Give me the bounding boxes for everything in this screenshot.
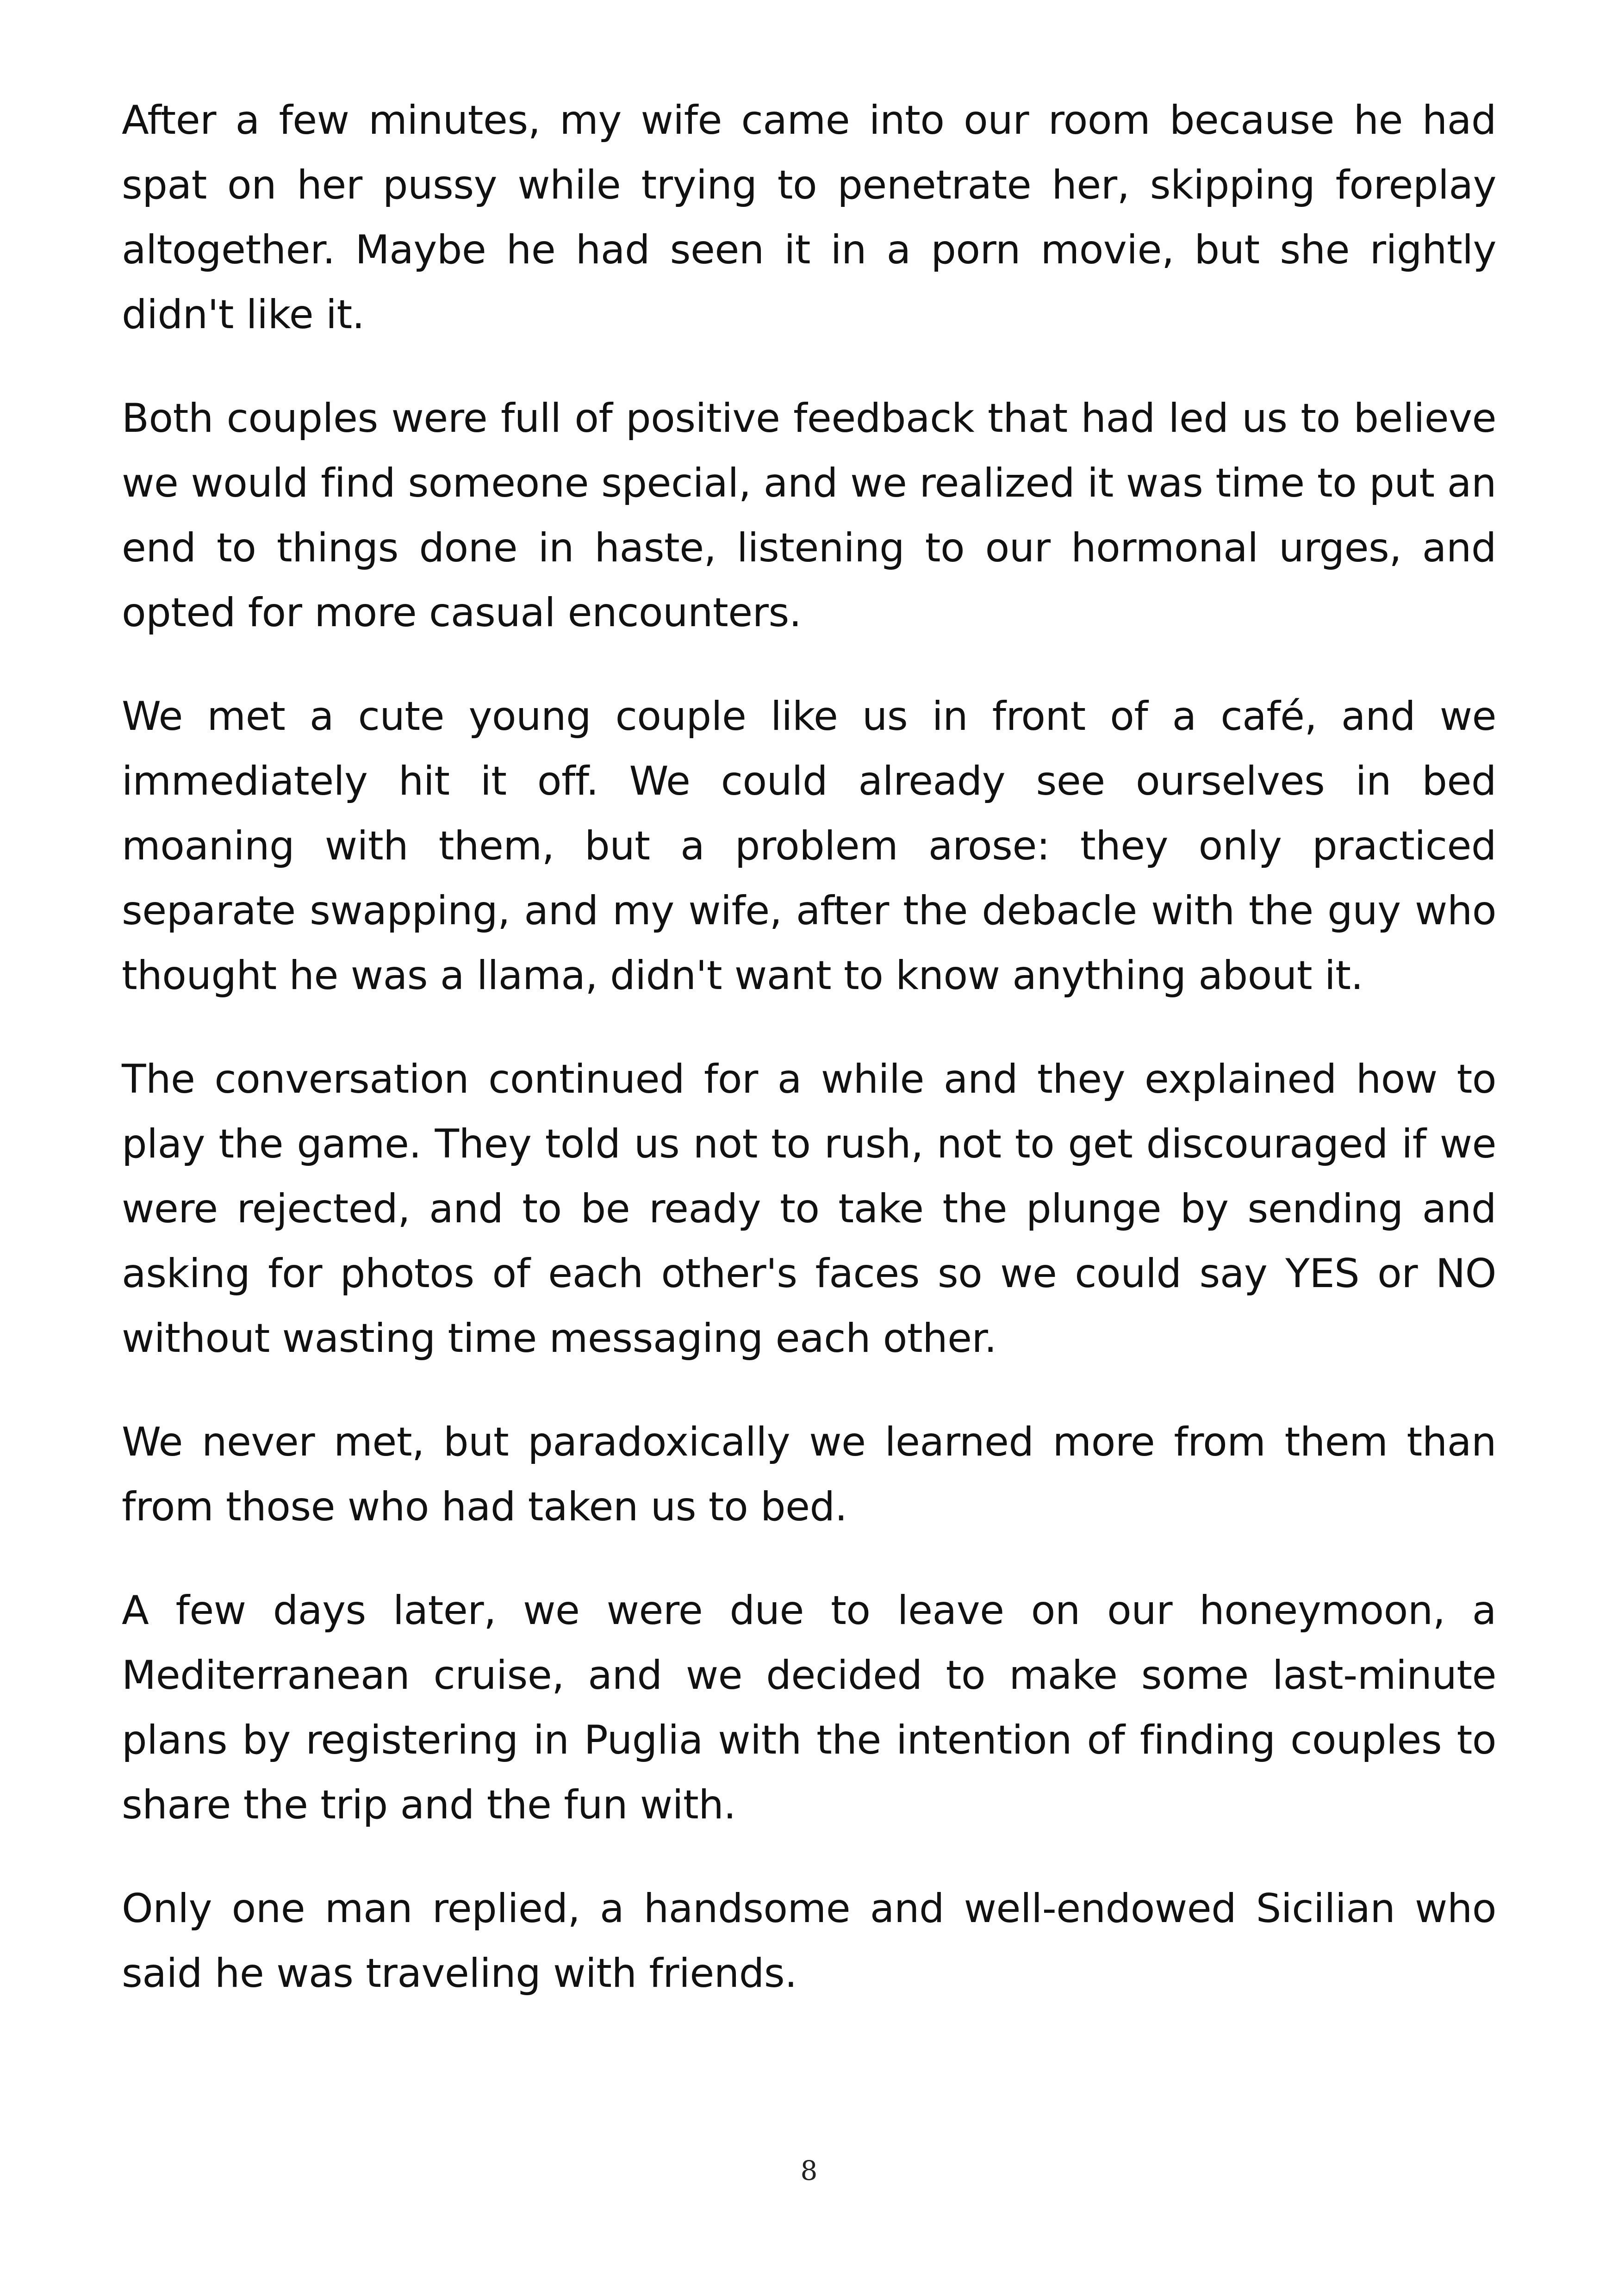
paragraph-2: Both couples were full of positive feedback that had led us to believe we would find someone special, and we realized it was time to put an end to things done in haste, listening to our hormonal urges, and opted for more casual encounters. [122, 395, 1496, 636]
paragraph-5: We never met, but paradoxically we learned more from them than from those who had taken us to bed. [122, 1419, 1496, 1530]
paragraph-7: Only one man replied, a handsome and well-endowed Sicilian who said he was traveling with friends. [122, 1885, 1496, 1997]
paragraph-6: A few days later, we were due to leave on our honeymoon, a Mediterranean cruise, and we decided to make some last-minute plans by registering in Puglia with the intention of finding couples to share the trip and the fun with. [122, 1587, 1496, 1828]
paragraph-4: The conversation continued for a while and they explained how to play the game. They told us not to rush, not to get discouraged if we were rejected, and to be ready to take the plunge by sending and asking for photos of each other's faces so we could say YES or NO without wasting time messaging each other. [122, 1056, 1496, 1362]
paragraph-1: After a few minutes, my wife came into our room because he had spat on her pussy while trying to penetrate her, skipping foreplay altogether. Maybe he had seen it in a porn movie, but she rightly didn't like it. [122, 97, 1496, 338]
page-number: 8 [800, 2155, 818, 2186]
document-body [122, 88, 1496, 2045]
paragraph-3: We met a cute young couple like us in front of a café, and we immediately hit it off. We could already see ourselves in bed moaning with them, but a problem arose: they only practiced separate swapping, and my wife, after the debacle with the guy who thought he was a llama, didn't want to know anything about it. [122, 693, 1496, 999]
